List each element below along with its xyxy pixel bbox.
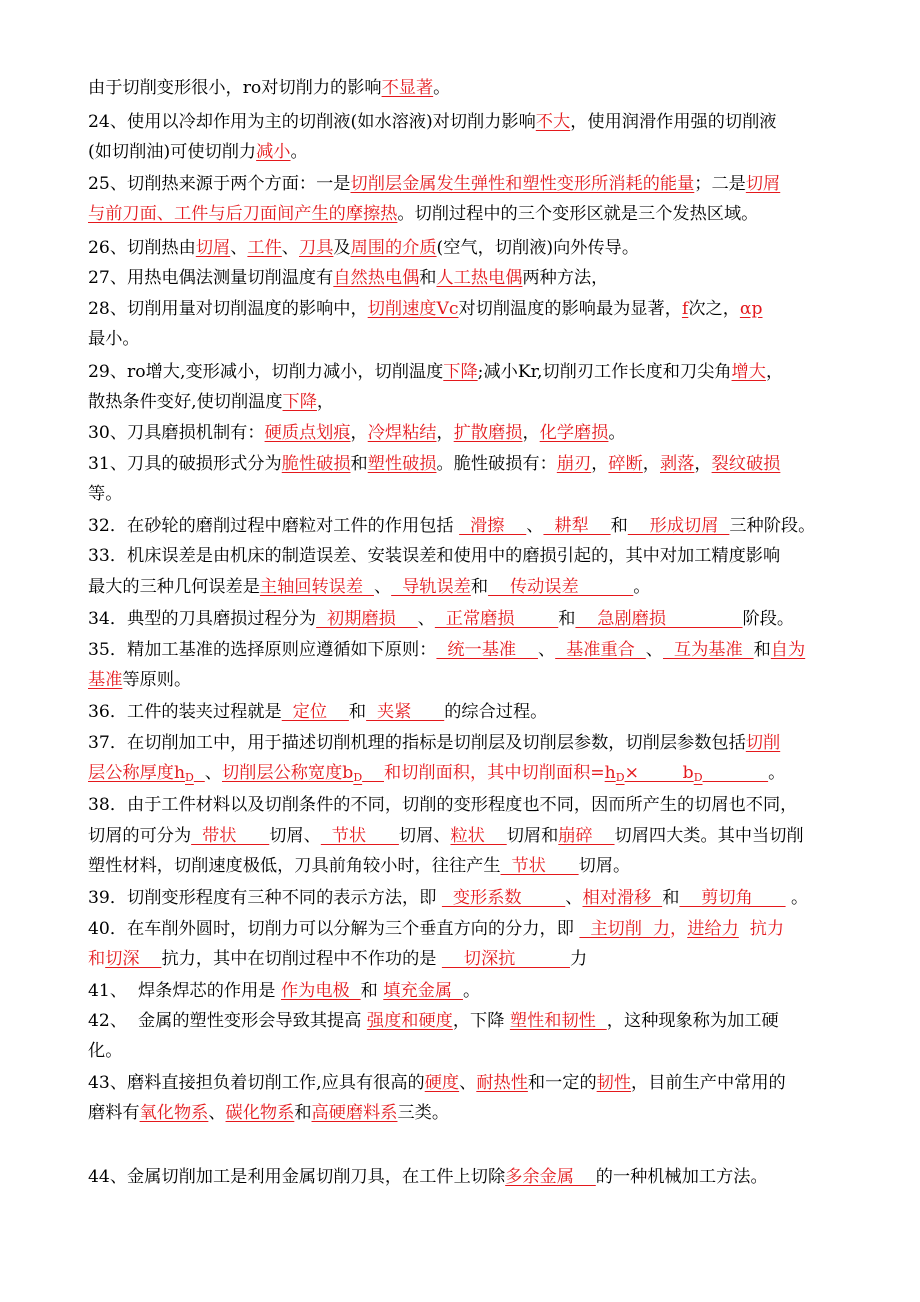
text-line	[88, 1068, 848, 1098]
answer-blank: f	[681, 299, 689, 319]
text-run: 。	[785, 888, 809, 908]
answer-blank: 滑擦	[459, 516, 527, 536]
text-run: 、	[281, 238, 299, 258]
answer-blank: 基准	[88, 670, 123, 690]
text-run: 和	[558, 609, 576, 629]
text-line	[88, 572, 848, 602]
text-run: 、	[526, 516, 544, 536]
text-run: 化。	[88, 1041, 123, 1061]
text-run: 、	[565, 888, 583, 908]
text-run: ，	[765, 362, 784, 382]
text-line	[88, 914, 848, 944]
text-run: 对切削温度的影响最为显著，	[458, 299, 682, 319]
text-run: 和	[662, 888, 680, 908]
text-run: 等原则。	[122, 670, 192, 690]
text-line	[88, 418, 848, 448]
text-run: ，	[591, 454, 609, 474]
text-run: 43、磨料直接担负着切削工作,应具有很高的	[88, 1073, 425, 1093]
text-run: 次之，	[688, 299, 740, 319]
answer-blank: 刀具	[299, 238, 334, 258]
answer-blank: 不显著	[381, 78, 434, 98]
answer-blank: 下降	[282, 392, 317, 412]
answer-blank: 剪切角	[679, 888, 786, 908]
text-line	[88, 976, 848, 1006]
text-line	[88, 758, 848, 788]
text-line	[88, 387, 848, 417]
text-run: 力	[569, 949, 588, 969]
answer-blank: 韧性	[596, 1073, 632, 1093]
text-line	[88, 73, 848, 103]
text-run: 和	[88, 949, 106, 969]
text-run: 由于切削变形很小，ro对切削力的影响	[88, 78, 382, 98]
answer-blank: 形成切屑	[627, 516, 730, 536]
answer-blank: 硬质点划痕	[264, 423, 351, 443]
text-run: ；二是	[694, 174, 746, 194]
answer-blank: 硬度	[424, 1073, 460, 1093]
answer-blank: D	[353, 771, 363, 784]
text-run: 42、 金属的塑性变形会导致其提高	[88, 1011, 367, 1031]
answer-blank: 相对滑移	[582, 888, 663, 908]
text-run: 。	[462, 981, 481, 1001]
text-run: 和	[470, 577, 489, 597]
text-run: ，目前生产中常用的	[631, 1073, 786, 1093]
text-run: 36．工件的装夹过程就是	[88, 702, 282, 722]
text-run: 。	[290, 142, 308, 162]
answer-blank: 塑性和韧性	[509, 1011, 607, 1031]
text-line	[88, 821, 848, 851]
text-line	[88, 1036, 848, 1066]
text-run: 散热条件变好,使切削温度	[88, 392, 283, 412]
answer-blank: 基准重合	[555, 640, 646, 660]
answer-blank: 切深抗	[441, 949, 570, 969]
text-line	[88, 1162, 848, 1192]
answer-blank: h	[604, 763, 616, 783]
text-run: ，	[694, 454, 712, 474]
text-run: 切屑四大类。其中当切削	[614, 826, 804, 846]
answer-blank: 耐热性	[476, 1073, 528, 1093]
text-run: 和	[360, 981, 384, 1001]
text-run: 三种阶段。	[729, 516, 816, 536]
text-run: 和	[294, 1103, 312, 1123]
text-run: 。脆性破损有：	[436, 454, 557, 474]
answer-blank: × b	[624, 763, 694, 783]
answer-blank: 扩散磨损	[453, 423, 523, 443]
text-run: 34．典型的刀具磨损过程分为	[88, 609, 317, 629]
answer-blank: 减小	[256, 142, 291, 162]
answer-blank: 下降	[443, 362, 478, 382]
text-run: 28、切削用量对切削温度的影响中，	[88, 299, 368, 319]
text-line	[88, 665, 848, 695]
text-line	[88, 541, 848, 571]
answer-blank: 不大	[535, 112, 571, 132]
text-run: ，	[670, 919, 688, 939]
answer-blank: 主切削 力	[579, 919, 671, 939]
text-run: 25、切削热来源于两个方面：一是	[88, 174, 351, 194]
text-run: 和	[753, 640, 771, 660]
answer-blank: 与前刀面、工件与后刀面间产生的摩擦热	[88, 204, 398, 224]
answer-blank: 高硬磨料系	[311, 1103, 398, 1123]
text-run: 和一定的	[527, 1073, 597, 1093]
text-run: 26、切削热由	[88, 238, 196, 258]
answer-blank: 定位	[281, 702, 349, 722]
text-run: 。	[433, 78, 451, 98]
text-run: 37．在切削加工中，用于描述切削机理的指标是切削层及切削层参数，切削层参数包括	[88, 733, 746, 753]
text-line	[88, 137, 848, 167]
text-run: 、	[645, 640, 663, 660]
answer-blank	[703, 763, 769, 783]
text-run: ，这种现象称为加工硬	[606, 1011, 779, 1031]
text-run: 27、用热电偶法测量切削温度有	[88, 268, 334, 288]
text-run: (如切削油)可使切削力	[88, 142, 257, 162]
text-run: 两种方法，	[522, 268, 609, 288]
text-line	[88, 169, 848, 199]
answer-blank: 正常磨损	[434, 609, 559, 629]
text-run: 40．在车削外圆时，切削力可以分解为三个垂直方向的分力，即	[88, 919, 580, 939]
text-run: 31、刀具的破损形式分为	[88, 454, 282, 474]
answer-blank: 节状	[320, 826, 399, 846]
text-run: 切屑、	[398, 826, 451, 846]
text-run: 32．在砂轮的磨削过程中磨粒对工件的作用包括	[88, 516, 460, 536]
text-run: 、	[204, 763, 222, 783]
answer-blank: 粒状	[450, 826, 507, 846]
answer-blank: 传动误差	[488, 577, 634, 597]
answer-blank: 冷焊粘结	[367, 423, 437, 443]
answer-blank: 初期磨损	[316, 609, 418, 629]
answer-blank: 剥落	[660, 454, 695, 474]
text-run: 切屑、	[269, 826, 321, 846]
text-run: 35．精加工基准的选择原则应遵循如下原则：	[88, 640, 437, 660]
text-run: 。	[768, 763, 786, 783]
text-run: 的综合过程。	[444, 702, 548, 722]
text-run: 24、使用以冷却作用为主的切削液(如水溶液)对切削力影响	[88, 112, 536, 132]
text-line	[88, 790, 848, 820]
text-run: 塑性材料，切削速度极低，刀具前角较小时，往往产生	[88, 856, 501, 876]
text-line	[88, 324, 848, 354]
answer-blank: αp	[739, 299, 763, 319]
answer-blank: 填充金属	[383, 981, 463, 1001]
text-run: 44、金属切削加工是利用金属切削刀具，在工件上切除	[88, 1167, 506, 1187]
text-run: 38．由于工件材料以及切削条件的不同，切削的变形程度也不同，因而所产生的切屑也不同，	[88, 795, 798, 815]
text-run: 29、ro增大,变形减小，切削力减小，切削温度	[88, 362, 444, 382]
answer-blank: 周围的介质	[350, 238, 437, 258]
answer-blank: 主轴回转误差	[259, 577, 374, 597]
text-run: 和	[348, 702, 367, 722]
text-run: 切屑的可分为	[88, 826, 192, 846]
text-line	[88, 697, 848, 727]
answer-blank: 人工热电偶	[436, 268, 523, 288]
text-line	[88, 511, 848, 541]
text-run: ，使用润滑作用强的切削液	[570, 112, 777, 132]
text-run: 、	[459, 1073, 477, 1093]
text-line	[88, 263, 848, 293]
text-run: 、	[417, 609, 435, 629]
text-line	[88, 294, 848, 324]
answer-blank: 变形系数	[441, 888, 566, 908]
answer-blank: D	[693, 771, 703, 784]
answer-blank: 急剧磨损	[575, 609, 743, 629]
answer-blank: 带状	[191, 826, 270, 846]
answer-blank: 切屑	[745, 174, 781, 194]
text-run: 、	[208, 1103, 226, 1123]
text-line	[88, 851, 848, 881]
text-line	[88, 479, 848, 509]
text-run: 41、 焊条焊芯的作用是	[88, 981, 281, 1001]
text-line	[88, 449, 848, 479]
text-run: 、	[537, 640, 556, 660]
text-run: 的一种机械加工方法。	[595, 1167, 768, 1187]
text-run: 。	[633, 577, 651, 597]
answer-blank: 崩碎	[558, 826, 615, 846]
answer-blank: 导轨误差	[391, 577, 471, 597]
text-run: 切屑。	[578, 856, 631, 876]
text-run: 30、刀具磨损机制有：	[88, 423, 265, 443]
text-run: 和切削面积，其中切削面积=	[384, 763, 605, 783]
text-run: 三类。	[397, 1103, 450, 1123]
text-run: 抗力	[738, 919, 785, 939]
answer-blank: 统一基准	[436, 640, 538, 660]
answer-blank: 自为	[770, 640, 806, 660]
text-run: 最小。	[88, 329, 140, 349]
answer-blank: 切削速度Vc	[367, 299, 459, 319]
answer-blank: 互为基准	[662, 640, 754, 660]
answer-blank: 自然热电偶	[333, 268, 420, 288]
answer-blank: D	[185, 771, 194, 784]
text-line	[88, 604, 848, 634]
answer-blank: 切屑	[195, 238, 231, 258]
text-line	[88, 1006, 848, 1036]
text-line	[88, 883, 848, 913]
answer-blank: 切深	[105, 949, 162, 969]
text-run: 39．切削变形程度有三种不同的表示方法，即	[88, 888, 442, 908]
answer-blank: 裂纹破损	[711, 454, 781, 474]
answer-blank: 切削层金属发生弹性和塑性变形所消耗的能量	[350, 174, 695, 194]
answer-blank: 切削	[745, 733, 781, 753]
text-line	[88, 728, 848, 758]
text-line	[88, 357, 848, 387]
text-run: ，	[316, 392, 335, 412]
text-line	[88, 107, 848, 137]
text-line	[88, 233, 848, 263]
text-run: 。切削过程中的三个变形区就是三个发热区域。	[397, 204, 759, 224]
answer-blank: 切削层公称宽度b	[221, 763, 354, 783]
text-run: 切屑和	[506, 826, 559, 846]
text-run: 33．机床误差是由机床的制造误差、安装误差和使用中的磨损引起的，其中对加工精度影响	[88, 546, 781, 566]
answer-blank: 脆性破损	[281, 454, 351, 474]
answer-blank: 进给力	[687, 919, 739, 939]
text-run: 及	[333, 238, 351, 258]
text-line	[88, 635, 848, 665]
text-run: 和	[610, 516, 628, 536]
text-run: (空气，切削液)向外传导。	[436, 238, 640, 258]
answer-blank: 碎断	[608, 454, 643, 474]
text-run: ，	[642, 454, 660, 474]
text-run: 等。	[88, 484, 123, 504]
text-run: 、	[230, 238, 248, 258]
text-run: 磨料有	[88, 1103, 140, 1123]
text-run: 。	[608, 423, 626, 443]
text-run: ，	[436, 423, 454, 443]
answer-blank: 节状	[500, 856, 579, 876]
answer-blank: D	[615, 771, 625, 784]
answer-blank	[362, 763, 384, 783]
answer-blank: 层公称厚度h	[88, 763, 186, 783]
text-run: 抗力，其中在切削过程中不作功的是	[161, 949, 442, 969]
text-run: ，下降	[452, 1011, 510, 1031]
text-line	[88, 944, 848, 974]
answer-blank: 碳化物系	[225, 1103, 295, 1123]
answer-blank: 增大	[731, 362, 766, 382]
text-run: ;减小Kr,切削刃工作长度和刀尖角	[477, 362, 732, 382]
answer-blank: 夹紧	[366, 702, 445, 722]
answer-blank: 耕犁	[543, 516, 611, 536]
answer-blank: 氧化物系	[139, 1103, 209, 1123]
answer-blank: 崩刃	[556, 454, 592, 474]
text-run: 和	[419, 268, 437, 288]
answer-blank: 塑性破损	[367, 454, 437, 474]
answer-blank: 作为电极	[280, 981, 361, 1001]
text-line	[88, 1098, 848, 1128]
answer-blank: 多余金属	[505, 1167, 596, 1187]
text-run: ，	[522, 423, 540, 443]
answer-blank: 工件	[247, 238, 282, 258]
answer-blank	[194, 763, 205, 783]
text-run: 和	[350, 454, 368, 474]
text-run: 最大的三种几何误差是	[88, 577, 260, 597]
text-run: 阶段。	[742, 609, 795, 629]
text-run: 、	[373, 577, 392, 597]
answer-blank: 化学磨损	[539, 423, 609, 443]
answer-blank: 强度和硬度	[366, 1011, 453, 1031]
text-run: ，	[350, 423, 368, 443]
text-line	[88, 199, 848, 229]
